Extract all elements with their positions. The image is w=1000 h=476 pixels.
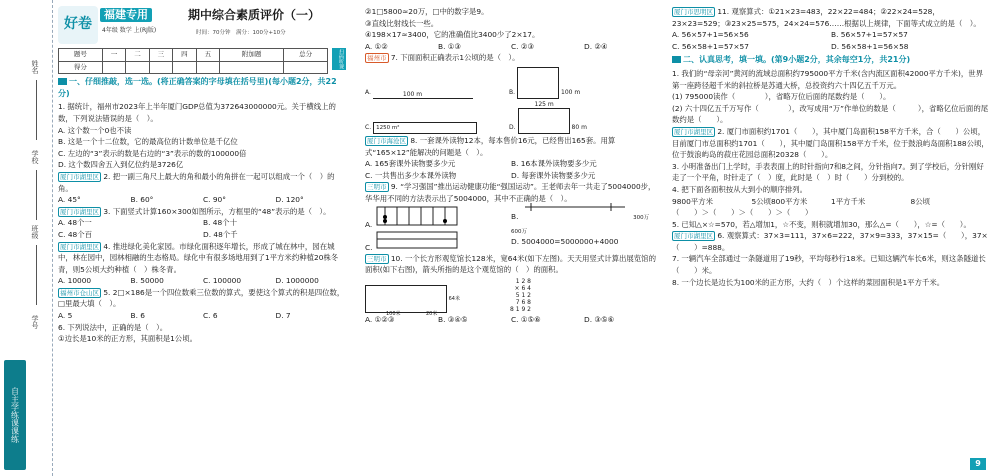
option[interactable]: B. ③④⑤ xyxy=(438,314,468,324)
figure-d[interactable] xyxy=(509,100,587,134)
region-tag: 厦门市湖里区 xyxy=(674,127,713,136)
score-header: 总分 xyxy=(284,49,328,62)
question-3 xyxy=(58,206,348,218)
q7-figures-top xyxy=(365,65,657,99)
score-header: 三 xyxy=(149,49,172,62)
fill-question-4: 4. 把下面各面积按从大到小的顺序排列。 xyxy=(672,184,808,194)
fill-question-6-text: 6. 观察算式：37×3=111，37×6=222，37×9=333，37×15=（ ），37×（ ）=888。 xyxy=(672,231,988,252)
question-1: 1. 据统计，福州市2023年上半年厦门GDP总值为372643000000元。关于横线上的数，下列说法错误的是（ ）。 xyxy=(58,102,336,123)
options-row xyxy=(365,314,657,326)
fill-question-3[interactable]: 3. 小明准备出门上学时，手表表面上的时针指向7和8之间，分针指向7。到了学校后，分针刚好走了一个平角，时针走了（ ）度，此时是（ ）时（ ）分到校的。 xyxy=(672,161,984,183)
question-7 xyxy=(365,52,657,64)
region-tag: 厦门市湖里区 xyxy=(60,207,99,216)
options-row xyxy=(672,41,990,53)
option[interactable]: D. 5004000=5000000+4000 xyxy=(511,236,619,246)
option[interactable]: A. ①② xyxy=(365,41,388,51)
options-row xyxy=(58,229,348,241)
statement: ④198×17≈3400，它的准确值比3400少了2×17。 xyxy=(365,30,540,40)
question-10 xyxy=(365,253,657,276)
fill-question-2[interactable] xyxy=(672,126,990,161)
fill-question-7[interactable]: 7. 一辆汽车全部通过一条隧道用了19秒，平均每秒行18米。已知这辆汽车长6米，则这条隧道长（ ）米。 xyxy=(672,254,986,276)
region-tag: 厦门市湖里区 xyxy=(60,242,99,251)
fill-question-1: 1. 我们的“母亲河”黄河的流域总面积约795000平方千米(含内流区面积42000平方千米)，世界第一座跨径超千米的斜拉桥是苏通大桥，总投资约六十四亿五千万元。 xyxy=(672,68,984,90)
option[interactable]: D. ③⑤⑥ xyxy=(584,314,615,324)
option[interactable]: B. 16本课外读物要多少元 xyxy=(511,159,597,169)
figure-label: B. xyxy=(509,89,516,97)
area-item: 9800平方米 xyxy=(672,196,713,206)
figure-label: A. xyxy=(365,89,371,97)
question-7-text: 7. 下面面积正确表示1公顷的是（ ）。 xyxy=(390,53,520,63)
score-cell[interactable] xyxy=(149,61,172,74)
rectangle-shape xyxy=(518,100,570,134)
options-row xyxy=(58,217,348,229)
score-header: 题号 xyxy=(59,49,103,62)
question-4-text: 4. 推进绿化美化家园。市绿化面积逐年增长，形成了城在林中，园在城中，林在园中，园林相融的生态格局。绿化中有很多场地用到了1平方米约种植20株冬青，则5公顷大约种植（ ）株冬青。 xyxy=(58,241,339,274)
section1-title-text: 一、仔细推敲，选一选。(将正确答案的字母填在括号里)(每小题2分，共22分) xyxy=(58,77,337,98)
question-9-text: 9. “学习强国”推出运动健康功能“强国运动”。王老师去年一共走了5004000步，华华用不同的方法表示出了5004000，其中不正确的是（ ）。 xyxy=(365,182,656,203)
option[interactable]: A. 45° xyxy=(58,195,81,205)
score-cell[interactable] xyxy=(220,61,284,74)
option[interactable]: B. 这是一个十二位数，它的最高位的计数单位是千亿位 xyxy=(58,137,238,147)
option[interactable]: A. 165套课外读物要多少元 xyxy=(365,159,456,169)
figure-b[interactable] xyxy=(509,67,580,99)
dimension-label: 125 m xyxy=(534,100,554,108)
logo: 好卷 xyxy=(58,6,98,44)
column-left xyxy=(58,6,348,345)
option[interactable]: A. 48个一 xyxy=(58,218,92,228)
section2-title xyxy=(672,54,990,66)
score-row-label: 得分 xyxy=(59,61,103,74)
name-line xyxy=(36,80,37,140)
exam-header xyxy=(58,6,348,46)
question-8 xyxy=(365,135,657,158)
figure-a[interactable] xyxy=(365,87,505,99)
calc-line: 5 1 2 xyxy=(515,291,531,299)
vertical-calc xyxy=(471,278,531,313)
options-row xyxy=(365,41,657,53)
question-5-text: 5. 2□×186是一个四位数乘三位数的算式，要使这个算式的积是四位数，□里最大填（ ）。 xyxy=(58,287,345,309)
option-number-line[interactable] xyxy=(511,197,657,238)
score-header: 五 xyxy=(196,49,219,62)
square-shape xyxy=(517,67,559,99)
options-row xyxy=(58,194,348,206)
question-3-text: 3. 下面竖式计算160×300如图所示，方框里的“48”表示的是（ ）。 xyxy=(103,206,331,216)
options-row xyxy=(58,310,348,322)
school-label: 学校 xyxy=(31,150,39,164)
option[interactable]: D. 7 xyxy=(275,311,291,321)
dimension-label: 64米 xyxy=(448,295,460,302)
school-line xyxy=(36,170,37,220)
option[interactable]: A. 56×57+1=56×56 xyxy=(672,30,749,40)
option[interactable]: D. 56×58+1=56×58 xyxy=(831,41,909,51)
question-5 xyxy=(58,287,348,310)
statement: ①边长是10米的正方形，其面积是1公顷。 xyxy=(58,334,197,344)
option[interactable]: D. 48个千 xyxy=(203,229,238,239)
class-line xyxy=(36,245,37,305)
calc-line: 7 6 8 xyxy=(515,298,531,306)
q7-figures-bottom xyxy=(365,100,657,134)
page-number: 9 xyxy=(970,458,986,470)
question-2-text: 2. 把一副三角尺上最大的角和最小的角拼在一起可以组成一个（ ）的角。 xyxy=(58,171,335,193)
option[interactable]: C. 90° xyxy=(203,195,226,205)
area-item: 5公顷800平方米 xyxy=(751,196,808,206)
score-header: 一 xyxy=(102,49,125,62)
score-header: 二 xyxy=(126,49,149,62)
region-tag: 厦门市思明区 xyxy=(674,8,713,16)
section2-title-text: 二、认真思考，填一填。(第9小题2分，其余每空1分，共21分) xyxy=(683,55,911,65)
statement: ③直线比射线长一些。 xyxy=(365,18,439,28)
fill-question-2-text: 2. 厦门市面积约1701（ ），其中厦门岛面积158平方千米，合（ ）公顷，目前厦门市总面积约1701（ ），其中厦门岛面积158平方千米，位于鼓浪屿岛面积188公顷，位于鼓浪屿岛的菽庄花园总面积20328（ ）。 xyxy=(672,126,989,160)
region-tag: 三明市 xyxy=(367,183,387,192)
option-counter[interactable] xyxy=(365,230,511,254)
dimension-label: 80 m xyxy=(571,124,587,132)
region-tag: 福州市 xyxy=(367,54,387,63)
option[interactable]: D. 1000000 xyxy=(275,276,319,286)
region-tag: 厦门市湖里区 xyxy=(674,232,713,241)
dimension-label: 100 m xyxy=(402,90,423,98)
option-label: B. xyxy=(511,211,519,221)
figure-c[interactable] xyxy=(365,122,505,134)
figure-label: D. xyxy=(509,124,516,132)
option[interactable]: B. 6 xyxy=(130,311,145,321)
score-cell[interactable] xyxy=(102,61,125,74)
question-2 xyxy=(58,171,348,194)
dimension-label: 100 m xyxy=(561,89,581,97)
binder-tab: 自主学练课课练 xyxy=(4,360,26,470)
number-line-icon xyxy=(521,197,631,219)
option[interactable]: C. 一共售出多少本课外读物 xyxy=(365,170,457,180)
region-tag: 三明市 xyxy=(367,254,387,263)
fill-subquestion[interactable]: (2) 六十四亿五千万写作（ ），改写成用“万”作单位的数是（ ），省略亿位后面的尾数约是（ ）。 xyxy=(672,103,989,125)
region-tag: 福州市仓山区 xyxy=(60,288,99,297)
column-right xyxy=(672,6,990,288)
brand-badge: 福建专用 xyxy=(100,8,152,22)
option[interactable]: C. ①⑤⑥ xyxy=(511,314,541,324)
score-cell[interactable] xyxy=(126,61,149,74)
id-label: 学号 xyxy=(31,315,39,329)
options-row xyxy=(365,158,657,170)
option[interactable]: C. ②③ xyxy=(511,41,535,51)
area-item: 1平方千米 xyxy=(831,196,866,206)
score-header: 四 xyxy=(173,49,196,62)
option[interactable]: C. 6 xyxy=(203,311,218,321)
option[interactable]: B. ①③ xyxy=(438,41,462,51)
option[interactable]: D. 每套课外读物要多少元 xyxy=(511,170,596,180)
option[interactable]: C. 100000 xyxy=(203,276,242,286)
option[interactable]: B. 60° xyxy=(130,195,154,205)
section-bar-icon xyxy=(58,78,67,85)
option[interactable]: C. 48个百 xyxy=(58,229,93,239)
area-label-box: 1250 m² xyxy=(373,122,477,134)
option-label: A. xyxy=(365,219,373,229)
option[interactable]: A. 5 xyxy=(58,311,73,321)
ordering-blanks[interactable]: （ ）＞（ ）＞（ ）＞（ ） xyxy=(672,208,813,218)
section1-title xyxy=(58,76,348,99)
option-label: C. xyxy=(365,242,373,252)
question-11 xyxy=(672,6,990,29)
fill-question-6[interactable] xyxy=(672,230,990,253)
option[interactable]: A. 10000 xyxy=(58,276,92,286)
region-tag: 厦门市湖里区 xyxy=(60,172,99,181)
calc-line: × 6 4 xyxy=(514,284,531,292)
option[interactable]: D. 120° xyxy=(275,195,304,205)
dimension-label: 20米 xyxy=(426,311,438,318)
option[interactable]: A. ①②③ xyxy=(365,314,395,324)
option[interactable]: B. 56×57+1=57×57 xyxy=(831,30,908,40)
q10-figure xyxy=(365,277,657,318)
option[interactable]: B. 48个十 xyxy=(203,218,237,228)
option[interactable]: C. 左边的“3”表示的数是右边的“3”表示的数的100000倍 xyxy=(58,148,247,158)
fill-question-8[interactable]: 8. 一个边长是边长为100米的正方形，大约（ ）个这样的菜园面积是1平方千米。 xyxy=(672,277,945,287)
axis-label: 300万 xyxy=(633,214,650,221)
option[interactable]: C. 56×58+1=57×57 xyxy=(672,41,749,51)
options-row xyxy=(365,170,657,182)
area-items-row xyxy=(672,196,990,208)
column-middle xyxy=(365,6,657,325)
exam-meta: 时间：70分钟 满分：100分+10分 xyxy=(196,30,286,36)
option[interactable]: D. 这个数四舍五入到亿位约是3726亿 xyxy=(58,160,184,170)
option[interactable]: D. ②④ xyxy=(584,41,608,51)
options-row xyxy=(365,205,657,235)
score-cell[interactable] xyxy=(173,61,196,74)
fill-question-5[interactable]: 5. 已知△×☆=570，若△增加1，☆不变，则积就增加30，那么△=（ ），☆=（ ）。 xyxy=(672,219,971,229)
calc-line: 8 1 9 2 xyxy=(510,305,531,313)
question-8-text: 8. 一套课外读物12本，每本售价16元，已经售出165套。用算式“165×12”能解决的问题是（ ）。 xyxy=(365,135,616,157)
question-6: 6. 下列说法中，正确的是（ ）。 xyxy=(58,322,168,332)
options-row xyxy=(58,275,348,287)
score-header: 附加题 xyxy=(220,49,284,62)
hall-diagram xyxy=(365,285,460,318)
exam-title: 期中综合素质评价（一） xyxy=(188,8,321,22)
region-tag: 厦门市海沧区 xyxy=(367,136,406,145)
abacus-icon xyxy=(375,205,465,227)
options-row xyxy=(672,29,990,41)
section-bar-icon xyxy=(672,56,681,63)
question-10-text: 10. 一个长方形观览馆长128米，宽64米(如下左图)。天天用竖式计算出展览馆的面积(如下右图)，箭头所指的是这个观览馆的（ ）的面积。 xyxy=(365,253,656,275)
option[interactable]: A. 这个数一个0也不读 xyxy=(58,125,132,135)
figure-label: C. xyxy=(365,124,372,132)
score-cell[interactable] xyxy=(196,61,219,74)
axis-label: 600万 xyxy=(511,228,527,235)
calc-line: 1 2 8 xyxy=(515,277,531,285)
statement: ②1□5800≈20万，□中的数字是9。 xyxy=(365,7,489,16)
counting-board-icon xyxy=(375,230,465,250)
option[interactable]: B. 50000 xyxy=(130,276,164,286)
score-cell[interactable] xyxy=(284,61,328,74)
option-abacus[interactable] xyxy=(365,205,511,231)
qr-code-icon[interactable]: 扫码听课 xyxy=(332,48,346,70)
brand-subtitle: 4年级 数学 上(RJ版) xyxy=(102,27,157,34)
binding-margin xyxy=(0,0,53,476)
area-item: 8公顷 xyxy=(910,196,930,206)
name-label: 姓名 xyxy=(31,60,39,74)
dimension-label: 100米 xyxy=(386,311,401,318)
question-11-text: 11. 观察算式：①21×23=483，22×22=484；②22×24=528，23×23=529；③23×25=575，24×24=576……根据以上规律，下面等式成立的是（ ）。 xyxy=(672,7,981,28)
score-table xyxy=(58,48,328,74)
line-segment xyxy=(373,90,473,99)
question-4 xyxy=(58,241,348,276)
class-label: 班级 xyxy=(31,225,39,239)
fill-subquestion[interactable]: (1) 795000读作（ ），省略万位后面的尾数约是（ ）。 xyxy=(672,92,891,102)
